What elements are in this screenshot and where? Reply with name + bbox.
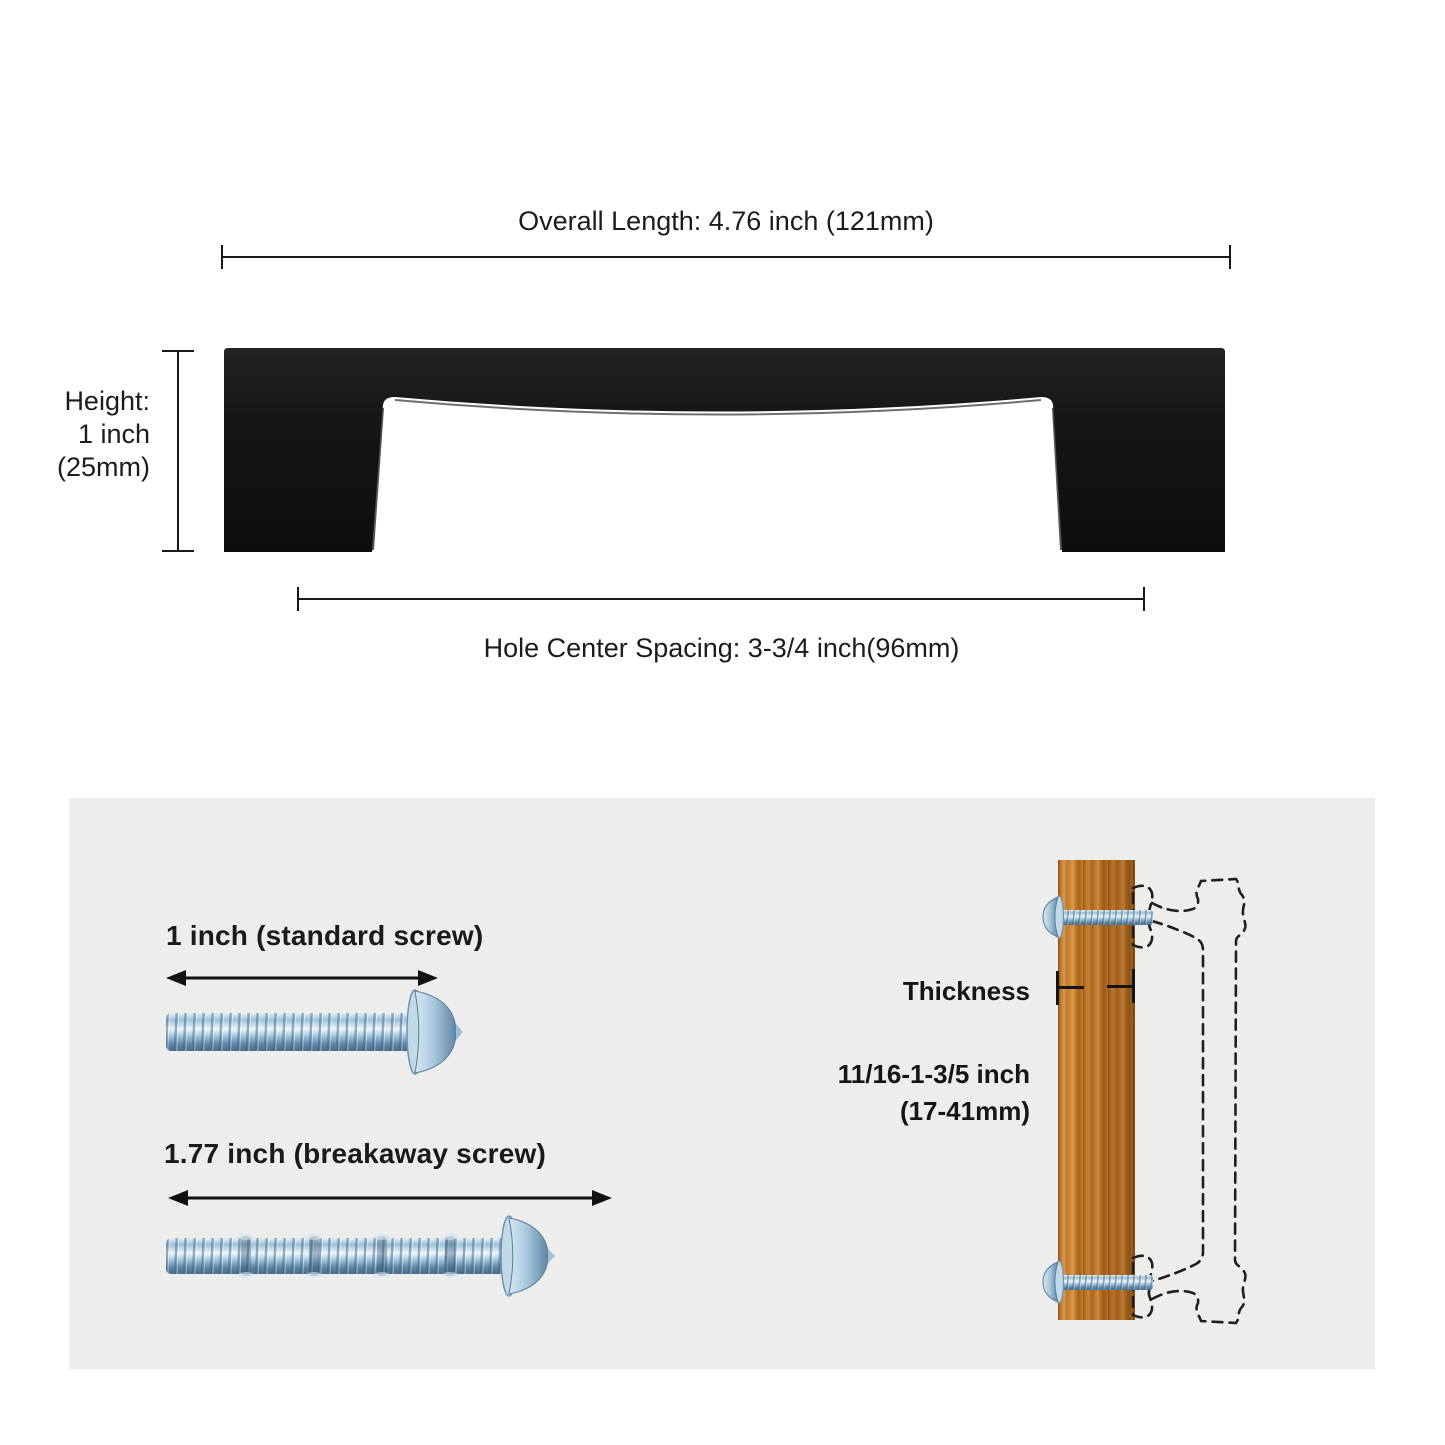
height-label-line3: (25mm) bbox=[57, 452, 150, 482]
height-dimension-line bbox=[177, 351, 179, 551]
board-bottom-screw-image bbox=[1041, 1259, 1155, 1305]
thickness-range-mm: (17-41mm) bbox=[899, 1096, 1030, 1126]
overall-length-label: Overall Length: 4.76 inch (121mm) bbox=[518, 206, 934, 236]
board-top-screw-image bbox=[1041, 894, 1155, 940]
height-top-cap bbox=[162, 350, 194, 352]
thickness-left-bar bbox=[1056, 986, 1084, 989]
height-bottom-cap bbox=[162, 550, 194, 552]
overall-length-left-tick bbox=[221, 245, 223, 269]
thickness-range-inch: 11/16-1-3/5 inch bbox=[837, 1059, 1030, 1089]
thickness-right-bar bbox=[1107, 985, 1135, 988]
overall-length-right-tick bbox=[1229, 245, 1231, 269]
hole-spacing-left-tick bbox=[297, 587, 299, 611]
height-label bbox=[30, 385, 150, 484]
height-label-line1: Height: bbox=[64, 386, 150, 416]
breakaway-screw-length-arrow bbox=[168, 1186, 612, 1210]
hole-spacing-dimension-line bbox=[298, 598, 1145, 600]
standard-screw-label: 1 inch (standard screw) bbox=[166, 920, 484, 951]
breakaway-screw-label: 1.77 inch (breakaway screw) bbox=[164, 1138, 547, 1169]
breakaway-screw-image bbox=[162, 1212, 560, 1302]
standard-screw-image bbox=[162, 986, 464, 1078]
hole-spacing-right-tick bbox=[1143, 587, 1145, 611]
height-label-line2: 1 inch bbox=[77, 419, 150, 449]
hole-center-spacing-label: Hole Center Spacing: 3-3/4 inch(96mm) bbox=[483, 633, 960, 663]
overall-length-dimension-line bbox=[222, 256, 1230, 258]
thickness-range-label bbox=[760, 1056, 1030, 1130]
cabinet-pull-handle-front-view bbox=[218, 342, 1232, 558]
thickness-label: Thickness bbox=[902, 976, 1030, 1006]
